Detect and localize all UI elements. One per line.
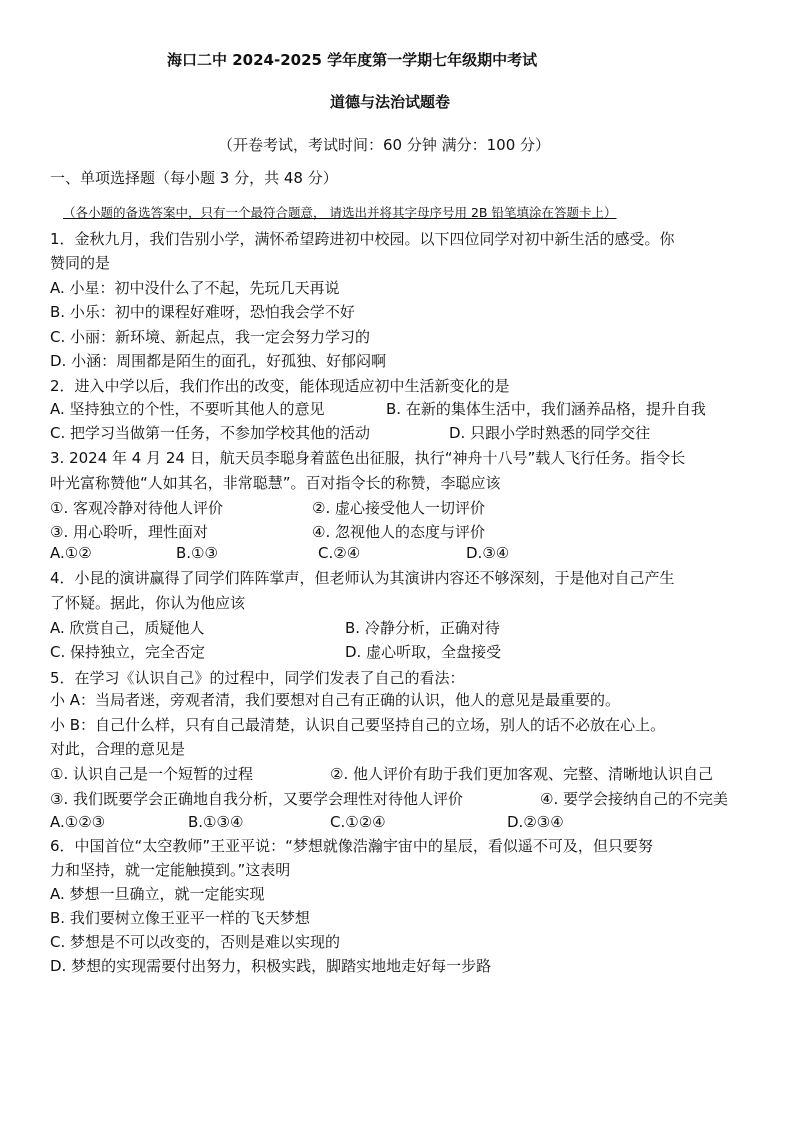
q2-option-b: B. 在新的集体生活中，我们涵养品格，提升自我: [386, 400, 706, 418]
q5-statement-3: ③. 我们既要学会正确地自我分析，又要学会理性对待他人评价: [50, 790, 463, 808]
q4-stem-line1: 4．小昆的演讲赢得了同学们阵阵掌声，但老师认为其演讲内容还不够深刻，于是他对自己产生: [50, 569, 675, 587]
q6-option-b: B. 我们要树立像王亚平一样的飞天梦想: [50, 909, 310, 927]
q3-statement-3: ③. 用心聆听，理性面对: [50, 523, 208, 541]
q3-option-b: B.①③: [176, 544, 218, 562]
q2-option-c: C. 把学习当做第一任务，不参加学校其他的活动: [50, 424, 371, 442]
q6-option-a: A. 梦想一旦确立，就一定能实现: [50, 885, 265, 903]
q4-option-a: A. 欣赏自己，质疑他人: [50, 619, 205, 637]
q5-option-b: B.①③④: [188, 813, 244, 831]
q1-option-a: A. 小星：初中没什么了不起，先玩几天再说: [50, 279, 340, 297]
q5-option-d: D.②③④: [507, 813, 564, 831]
exam-title: 海口二中 2024-2025 学年度第一学期七年级期中考试: [167, 51, 538, 69]
q1-option-d: D. 小涵：周围都是陌生的面孔，好孤独、好郁闷啊: [50, 352, 387, 370]
section-instruction: （各小题的备选答案中，只有一个最符合题意， 请选出并将其字母序号用 2B 铅笔填涂在答题卡上）: [63, 205, 617, 220]
q4-option-c: C. 保持独立，完全否定: [50, 643, 206, 661]
q5-ask: 对此，合理的意见是: [50, 740, 186, 758]
q3-statement-4: ④. 忽视他人的态度与评价: [312, 523, 485, 541]
q1-option-b: B. 小乐：初中的课程好难呀，恐怕我会学不好: [50, 303, 355, 321]
q6-option-d: D. 梦想的实现需要付出努力，积极实践，脚踏实地地走好每一步路: [50, 957, 492, 975]
q1-stem-line2: 赞同的是: [50, 254, 111, 272]
q3-stem-line2: 叶光富称赞他“人如其名，非常聪慧”。百对指令长的称赞，李聪应该: [50, 474, 501, 492]
q3-statement-1: ①. 客观冷静对待他人评价: [50, 499, 223, 517]
q6-stem-line2: 力和坚持，就一定能触摸到。”这表明: [50, 861, 291, 879]
q3-option-a: A.①②: [50, 544, 92, 562]
q6-stem-line1: 6．中国首位“太空教师”王亚平说：“梦想就像浩瀚宇宙中的星辰，看似遥不可及，但只要努: [50, 837, 653, 855]
exam-info: （开卷考试，考试时间：60 分钟 满分：100 分）: [218, 136, 551, 154]
section-heading: 一、单项选择题（每小题 3 分，共 48 分）: [50, 169, 338, 187]
q5-statement-2: ②. 他人评价有助于我们更加客观、完整、清晰地认识自己: [330, 765, 713, 783]
q5-option-a: A.①②③: [50, 813, 106, 831]
q5-option-c: C.①②④: [330, 813, 386, 831]
q5-stem: 5．在学习《认识自己》的过程中，同学们发表了自己的看法：: [50, 669, 465, 687]
q5-statement-4: ④. 要学会接纳自己的不完美: [540, 790, 728, 808]
q4-option-d: D. 虚心听取，全盘接受: [345, 643, 502, 661]
q4-option-b: B. 冷静分析，正确对待: [345, 619, 500, 637]
q2-stem: 2．进入中学以后，我们作出的改变，能体现适应初中生活新变化的是: [50, 377, 510, 395]
q5-statement-1: ①. 认识自己是一个短暂的过程: [50, 765, 253, 783]
q1-stem-line1: 1．金秋九月，我们告别小学，满怀希望跨进初中校园。以下四位同学对初中新生活的感受。你: [50, 230, 675, 248]
q5-view-a: 小 A：当局者迷，旁观者清，我们要想对自己有正确的认识，他人的意见是最重要的。: [50, 691, 621, 709]
q3-stem-line1: 3. 2024 年 4 月 24 日，航天员李聪身着蓝色出征服，执行“神舟十八号”载人飞行任务。指令长: [50, 449, 686, 467]
q4-stem-line2: 了怀疑。据此，你认为他应该: [50, 594, 246, 612]
subject-title: 道德与法治试题卷: [330, 93, 451, 111]
q5-view-b: 小 B：自己什么样，只有自己最清楚，认识自己要坚持自己的立场，别人的话不必放在心上。: [50, 716, 666, 734]
q3-statement-2: ②. 虚心接受他人一切评价: [312, 499, 485, 517]
q2-option-d: D. 只跟小学时熟悉的同学交往: [449, 424, 651, 442]
q3-option-c: C.②④: [318, 544, 361, 562]
q2-option-a: A. 坚持独立的个性，不要听其他人的意见: [50, 400, 325, 418]
q3-option-d: D.③④: [466, 544, 510, 562]
q6-option-c: C. 梦想是不可以改变的，否则是难以实现的: [50, 933, 341, 951]
q1-option-c: C. 小丽：新环境、新起点，我一定会努力学习的: [50, 328, 371, 346]
